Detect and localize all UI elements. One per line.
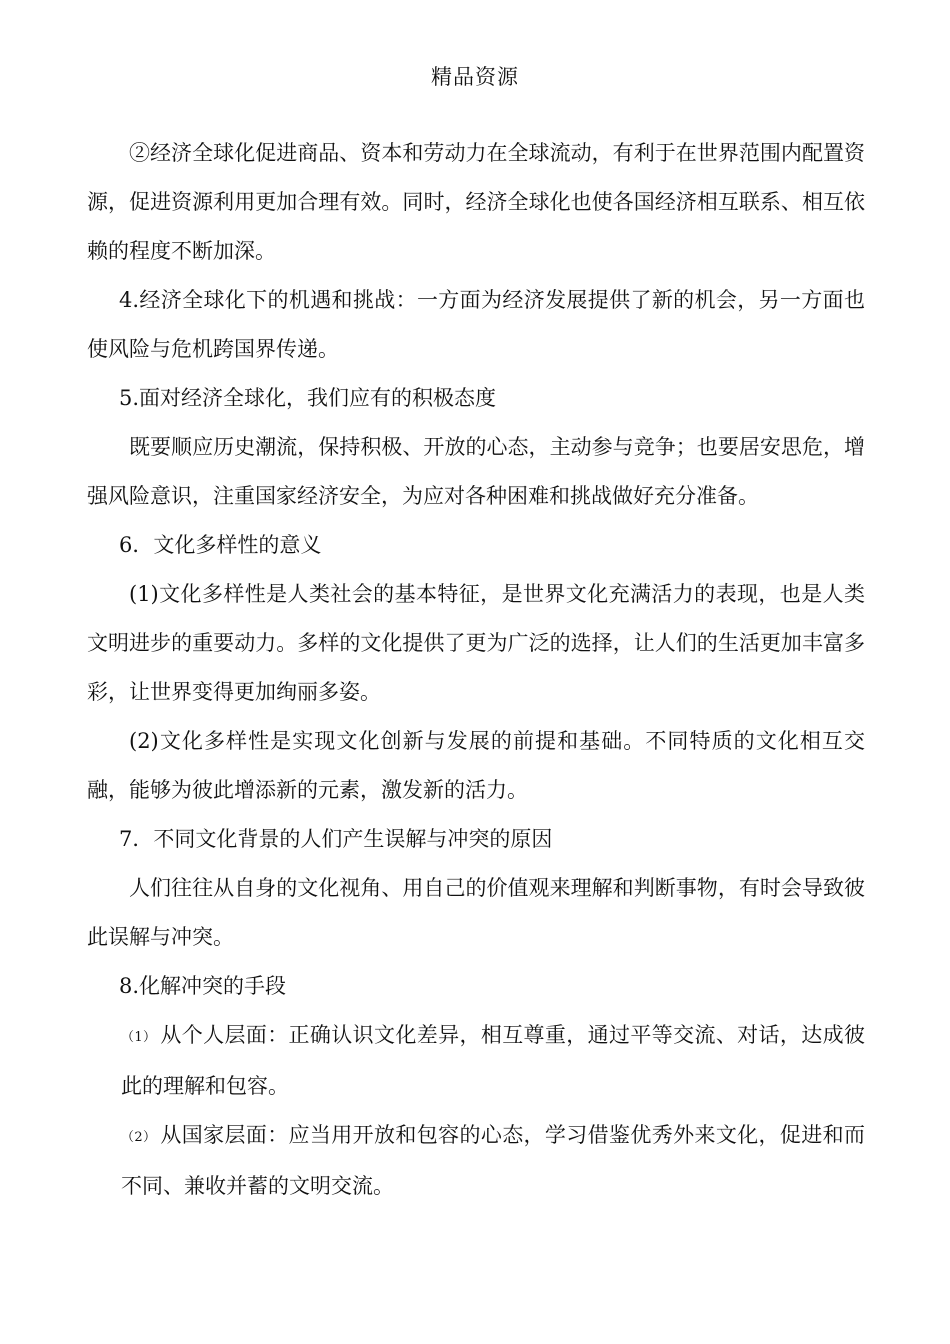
paragraph-opportunities-challenges: 4.经济全球化下的机遇和挑战：一方面为经济发展提供了新的机会，另一方面也使风险与危机跨国界传递。 [87,288,865,361]
paragraph-misunderstanding-causes: 人们往往从自身的文化视角、用自己的价值观来理解和判断事物，有时会导致彼此误解与冲突。 [87,876,865,949]
list-item-text: 从个人层面：正确认识文化差异，相互尊重，通过平等交流、对话，达成彼此的理解和包容。 [121,1023,866,1098]
list-item-national-level [87,1111,865,1211]
list-item-number: （1） [121,1030,157,1045]
paragraph-cultural-diversity-1: (1)文化多样性是人类社会的基本特征，是世界文化充满活力的表现，也是人类文明进步的重要动力。多样的文化提供了更为广泛的选择，让人们的生活更加丰富多彩，让世界变得更加绚丽多姿。 [87,582,865,704]
paragraph-globalization-effects: ②经济全球化促进商品、资本和劳动力在全球流动，有利于在世界范围内配置资源，促进资源利用更加合理有效。同时，经济全球化也使各国经济相互联系、相互依赖的程度不断加深。 [87,141,865,263]
list-item-personal-level [87,1011,865,1111]
paragraph-positive-attitude: 既要顺应历史潮流，保持积极、开放的心态，主动参与竞争；也要居安思危，增强风险意识，注重国家经济安全，为应对各种困难和挑战做好充分准备。 [87,435,865,508]
heading-positive-attitude: 5.面对经济全球化，我们应有的积极态度 [119,386,497,410]
document-body [87,129,865,1211]
list-item-text: 从国家层面：应当用开放和包容的心态，学习借鉴优秀外来文化，促进和而不同、兼收并蓄的文明交流。 [121,1123,866,1198]
list-item-number: （2） [121,1130,157,1145]
paragraph-cultural-diversity-2: (2)文化多样性是实现文化创新与发展的前提和基础。不同特质的文化相互交融，能够为彼此增添新的元素，激发新的活力。 [87,729,865,802]
page-header-title: 精品资源 [431,65,519,89]
heading-cultural-diversity: 6．文化多样性的意义 [119,533,322,557]
heading-conflict-resolution: 8.化解冲突的手段 [119,974,287,998]
heading-misunderstanding-causes: 7．不同文化背景的人们产生误解与冲突的原因 [119,827,553,851]
